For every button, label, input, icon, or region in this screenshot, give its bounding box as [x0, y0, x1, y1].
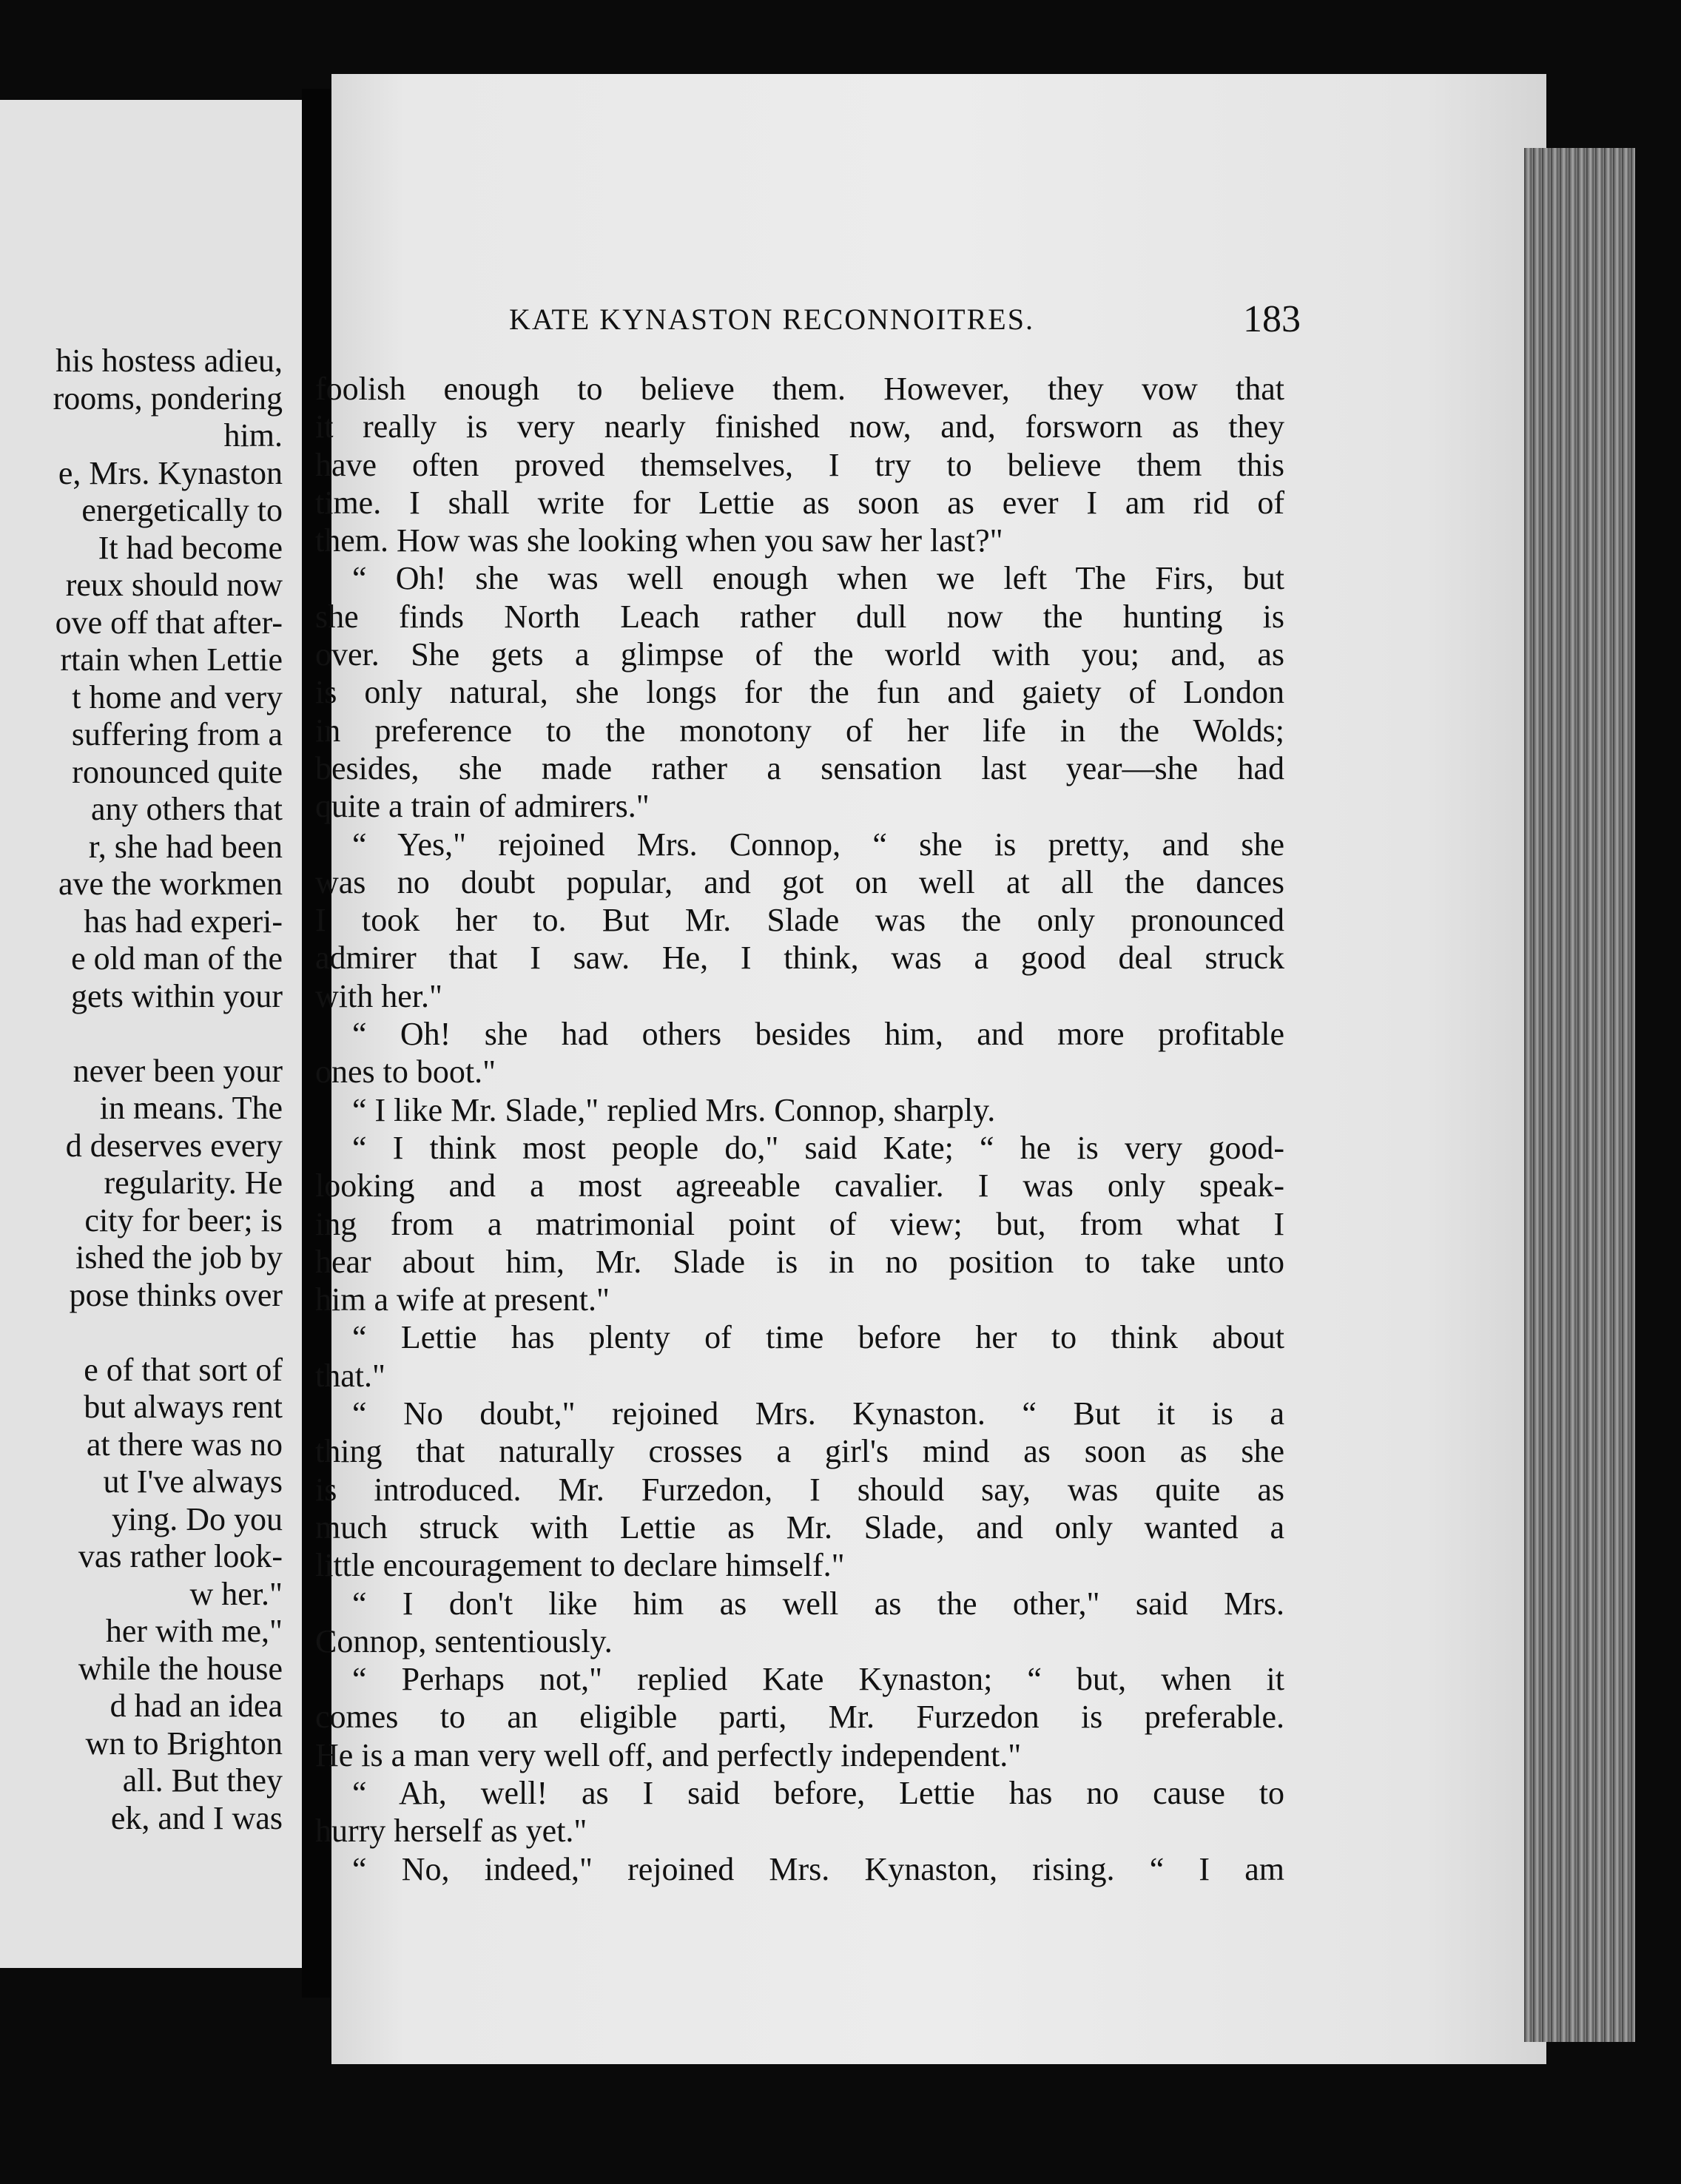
- left-page-line: but always rent: [84, 1389, 283, 1425]
- left-page-line: him.: [223, 417, 283, 454]
- left-page-line: rtain when Lettie: [60, 641, 283, 678]
- text-line: him a wife at present.": [315, 1281, 610, 1318]
- left-page-line: ove off that after-: [55, 604, 283, 641]
- text-line: “ Ah, well! as I said before, Lettie has no cause to: [352, 1774, 1284, 1811]
- text-line: foolish enough to believe them. However, they vow that: [315, 371, 1284, 407]
- text-line: that.": [315, 1357, 385, 1394]
- text-line: “ No, indeed," rejoined Mrs. Kynaston, rising. “ I am: [352, 1850, 1284, 1887]
- left-page-line: It had become: [98, 529, 283, 566]
- text-line: in preference to the monotony of her life in the Wolds;: [315, 712, 1284, 749]
- text-line: looking and a most agreeable cavalier. I was only speak-: [315, 1167, 1284, 1204]
- text-line: admirer that I saw. He, I think, was a good deal struck: [315, 940, 1284, 977]
- text-line: them. How was she looking when you saw her last?": [315, 522, 1003, 559]
- text-line: “ Lettie has plenty of time before her to think about: [352, 1319, 1284, 1356]
- left-page-text: [0, 343, 283, 1837]
- left-page-line: city for beer; is: [84, 1201, 283, 1238]
- text-line: is only natural, she longs for the fun and gaiety of London: [315, 674, 1284, 711]
- text-line: besides, she made rather a sensation last year—she had: [315, 749, 1284, 786]
- text-line: “ No doubt," rejoined Mrs. Kynaston. “ But it is a: [352, 1395, 1284, 1432]
- text-line: thing that naturally crosses a girl's mind as soon as she: [315, 1433, 1284, 1470]
- left-page-line: energetically to: [81, 492, 283, 528]
- left-page-line: in means. The: [99, 1090, 283, 1126]
- left-page-line: e, Mrs. Kynaston: [58, 454, 283, 491]
- text-line: “ Yes," rejoined Mrs. Connop, “ she is pretty, and she: [352, 826, 1284, 863]
- left-page-line: e of that sort of: [84, 1351, 283, 1388]
- left-page-line: at there was no: [86, 1426, 283, 1463]
- text-line: He is a man very well off, and perfectly independent.": [315, 1736, 1022, 1773]
- text-line: much struck with Lettie as Mr. Slade, and only wanted a: [315, 1509, 1284, 1546]
- left-page-line: r, she had been: [88, 828, 283, 865]
- page-number: 183: [1243, 298, 1301, 340]
- text-line: “ I think most people do," said Kate; “ he is very good-: [352, 1129, 1284, 1166]
- left-page-line: his hostess adieu,: [55, 343, 283, 379]
- left-page-line: vas rather look-: [78, 1538, 283, 1574]
- left-page-line: pose thinks over: [69, 1276, 283, 1313]
- left-page-line: any others that: [90, 791, 283, 827]
- left-page-line: has had experi-: [84, 903, 283, 940]
- text-line: with her.": [315, 977, 442, 1014]
- text-line: ing from a matrimonial point of view; but, from what I: [315, 1205, 1284, 1242]
- text-line: have often proved themselves, I try to believe them this: [315, 446, 1284, 483]
- text-line: it really is very nearly finished now, and, forsworn as they: [315, 408, 1284, 445]
- left-page-line: reux should now: [65, 567, 283, 603]
- left-page-line: ek, and I was: [110, 1799, 283, 1836]
- left-page-line: ave the workmen: [58, 866, 283, 902]
- left-page-line: rooms, pondering: [53, 380, 283, 417]
- left-page-line: her with me,": [105, 1613, 283, 1649]
- left-page: [0, 100, 302, 1968]
- text-line: over. She gets a glimpse of the world with you; and, as: [315, 636, 1284, 673]
- left-page-line: [0, 1314, 283, 1352]
- left-page-line: d had an idea: [110, 1688, 283, 1724]
- text-line: “ I like Mr. Slade," replied Mrs. Connop, sharply.: [352, 1091, 996, 1128]
- left-page-line: suffering from a: [71, 716, 283, 752]
- left-page-line: all. But they: [122, 1762, 283, 1799]
- text-line: “ Perhaps not," replied Kate Kynaston; “ but, when it: [352, 1661, 1284, 1698]
- left-page-line: ying. Do you: [112, 1500, 283, 1537]
- text-line: time. I shall write for Lettie as soon as ever I am rid of: [315, 484, 1284, 521]
- left-page-line: [0, 1015, 283, 1053]
- right-page: [315, 74, 1546, 2064]
- text-line: is introduced. Mr. Furzedon, I should say, was quite as: [315, 1471, 1284, 1508]
- text-line: comes to an eligible parti, Mr. Furzedon is preferable.: [315, 1699, 1284, 1736]
- text-line: ones to boot.": [315, 1054, 496, 1091]
- running-head: KATE KYNASTON RECONNOITRES.: [509, 303, 1034, 336]
- left-page-line: gets within your: [71, 977, 283, 1014]
- left-page-line: wn to Brighton: [85, 1725, 283, 1762]
- left-page-line: ut I've always: [103, 1463, 283, 1500]
- left-page-line: ished the job by: [75, 1239, 283, 1275]
- text-line: hear about him, Mr. Slade is in no position to take unto: [315, 1243, 1284, 1280]
- text-line: she finds North Leach rather dull now the hunting is: [315, 598, 1284, 635]
- left-page-line: d deserves every: [65, 1127, 283, 1164]
- text-line: “ I don't like him as well as the other," said Mrs.: [352, 1585, 1284, 1622]
- left-page-line: e old man of the: [71, 940, 283, 977]
- text-line: Connop, sententiously.: [315, 1622, 613, 1659]
- left-page-line: while the house: [78, 1650, 283, 1687]
- page-edges: [1524, 148, 1635, 2042]
- text-line: was no doubt popular, and got on well at all the dances: [315, 863, 1284, 900]
- text-line: “ Oh! she had others besides him, and more profitable: [352, 1016, 1284, 1053]
- left-page-line: t home and very: [72, 678, 283, 715]
- left-page-line: never been your: [73, 1052, 283, 1089]
- text-line: little encouragement to declare himself.": [315, 1547, 845, 1584]
- text-line: hurry herself as yet.": [315, 1813, 587, 1850]
- left-page-line: regularity. He: [104, 1165, 283, 1201]
- text-line: “ Oh! she was well enough when we left The Firs, but: [352, 560, 1284, 597]
- left-page-line: ronounced quite: [72, 753, 283, 790]
- left-page-line: w her.": [189, 1575, 283, 1612]
- text-line: I took her to. But Mr. Slade was the only pronounced: [315, 902, 1284, 939]
- text-line: quite a train of admirers.": [315, 788, 650, 825]
- body-text: [315, 370, 1284, 1888]
